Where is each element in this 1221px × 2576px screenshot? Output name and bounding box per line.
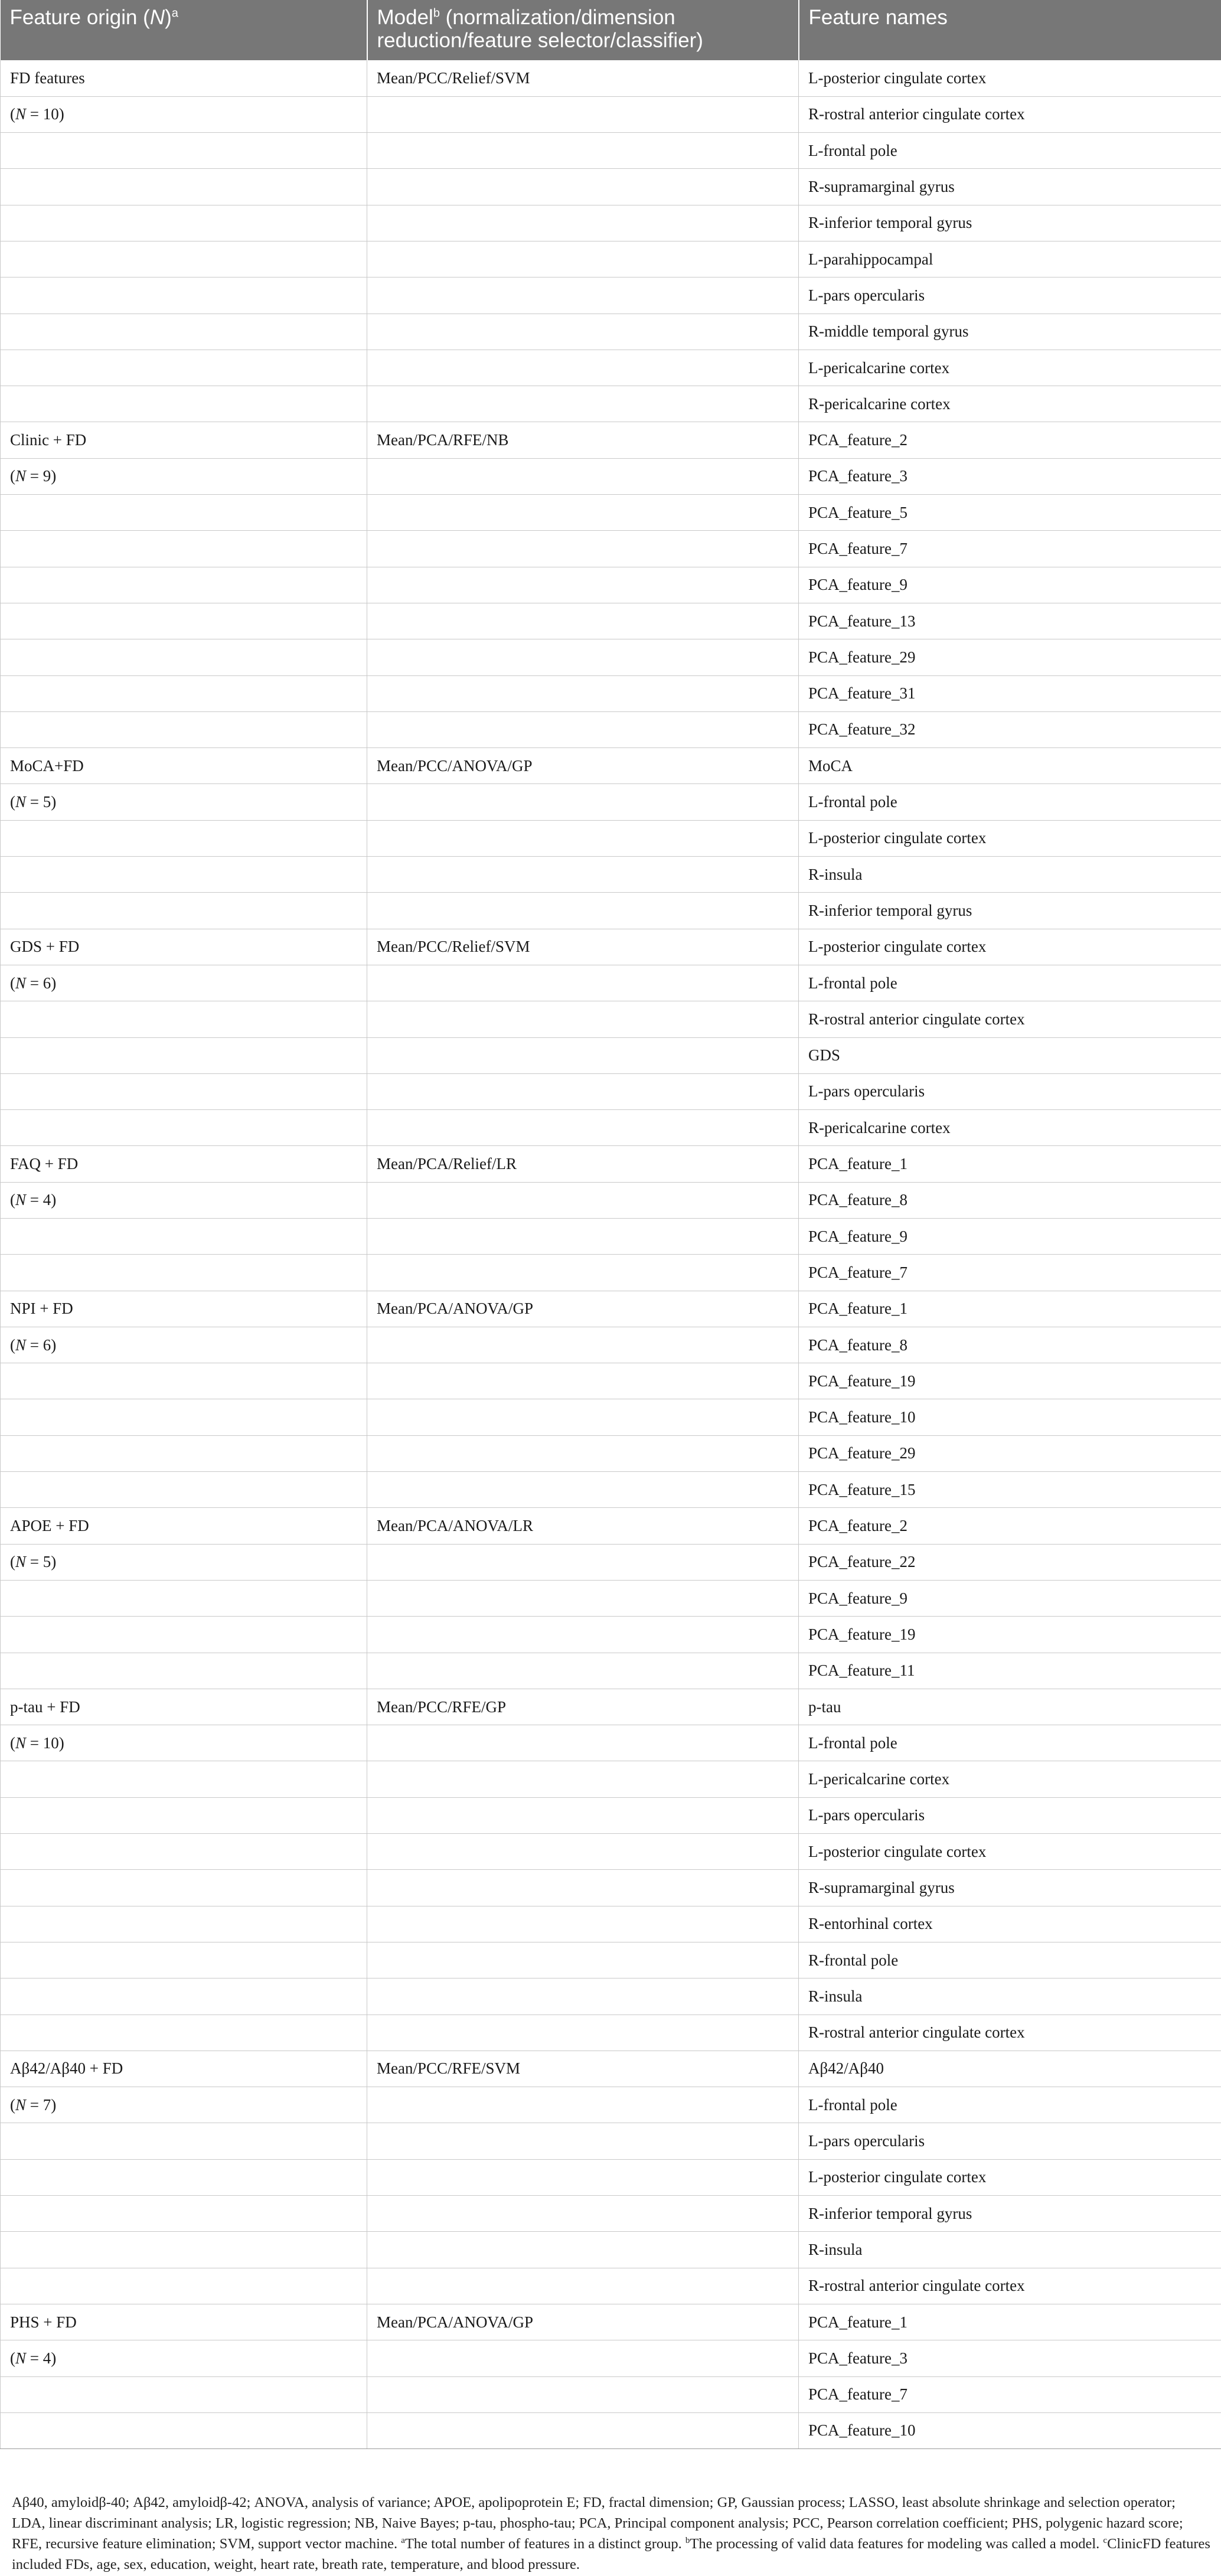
table-header <box>1 0 1221 60</box>
empty-cell <box>1 820 367 856</box>
table-row <box>1 1508 1221 1544</box>
empty-cell <box>1 1472 367 1508</box>
empty-cell <box>367 386 799 422</box>
feature-name-cell: L-posterior cingulate cortex <box>799 60 1221 96</box>
empty-cell <box>367 133 799 169</box>
empty-cell <box>367 2196 799 2232</box>
empty-cell <box>1 2268 367 2304</box>
empty-cell <box>367 1472 799 1508</box>
table-row <box>1 603 1221 639</box>
feature-name-cell: L-parahippocampal <box>799 241 1221 277</box>
feature-name-cell: L-frontal pole <box>799 965 1221 1001</box>
table-row <box>1 1906 1221 1942</box>
feature-name-cell: PCA_feature_31 <box>799 675 1221 711</box>
feature-count: 4 <box>43 1191 51 1209</box>
table-row <box>1 1291 1221 1327</box>
table-row <box>1 1689 1221 1725</box>
empty-cell <box>1 2232 367 2268</box>
feature-count-cell: (N = 5) <box>1 1544 367 1580</box>
empty-cell <box>367 2232 799 2268</box>
table-row <box>1 1001 1221 1037</box>
feature-name-cell: R-frontal pole <box>799 1942 1221 1978</box>
feature-name-cell: PCA_feature_22 <box>799 1544 1221 1580</box>
feature-name-cell: PCA_feature_32 <box>799 711 1221 747</box>
feature-name-cell: L-pars opercularis <box>799 1797 1221 1833</box>
empty-cell <box>367 965 799 1001</box>
feature-origin-cell: Clinic + FD <box>1 422 367 458</box>
empty-cell <box>367 1435 799 1471</box>
feature-name-cell: L-posterior cingulate cortex <box>799 1834 1221 1870</box>
table-row <box>1 1363 1221 1399</box>
table-row <box>1 2159 1221 2195</box>
empty-cell <box>1 2123 367 2159</box>
table-row <box>1 350 1221 386</box>
feature-name-cell: GDS <box>799 1037 1221 1073</box>
empty-cell <box>367 314 799 350</box>
empty-cell <box>367 1617 799 1653</box>
feature-count-cell: (N = 5) <box>1 784 367 820</box>
model-cell: Mean/PCA/Relief/LR <box>367 1146 799 1182</box>
feature-origin-cell: FAQ + FD <box>1 1146 367 1182</box>
empty-cell <box>367 1544 799 1580</box>
table-row <box>1 1182 1221 1218</box>
feature-name-cell: PCA_feature_1 <box>799 2304 1221 2340</box>
empty-cell <box>367 1073 799 1109</box>
feature-name-cell: L-frontal pole <box>799 1725 1221 1761</box>
table-row <box>1 820 1221 856</box>
empty-cell <box>367 205 799 241</box>
feature-name-cell: R-rostral anterior cingulate cortex <box>799 1001 1221 1037</box>
empty-cell <box>1 1363 367 1399</box>
feature-name-cell: PCA_feature_7 <box>799 531 1221 567</box>
table-row <box>1 2232 1221 2268</box>
table-row <box>1 857 1221 893</box>
table-row <box>1 1255 1221 1291</box>
feature-name-cell: L-posterior cingulate cortex <box>799 2159 1221 2195</box>
feature-name-cell: PCA_feature_2 <box>799 1508 1221 1544</box>
feature-name-cell: PCA_feature_2 <box>799 422 1221 458</box>
feature-name-cell: MoCA <box>799 748 1221 784</box>
feature-count: 4 <box>43 2349 51 2367</box>
model-cell: Mean/PCC/RFE/SVM <box>367 2051 799 2087</box>
empty-cell <box>367 893 799 929</box>
feature-name-cell: PCA_feature_9 <box>799 1219 1221 1255</box>
empty-cell <box>367 2087 799 2123</box>
empty-cell <box>1 1617 367 1653</box>
feature-name-cell: R-insula <box>799 2232 1221 2268</box>
feature-name-cell: PCA_feature_7 <box>799 2376 1221 2412</box>
feature-name-cell: PCA_feature_1 <box>799 1146 1221 1182</box>
table-row <box>1 1110 1221 1146</box>
table-row <box>1 2268 1221 2304</box>
feature-name-cell: R-supramarginal gyrus <box>799 169 1221 205</box>
empty-cell <box>367 2340 799 2376</box>
table-row <box>1 1435 1221 1471</box>
table-row <box>1 169 1221 205</box>
feature-name-cell: PCA_feature_11 <box>799 1653 1221 1689</box>
empty-cell <box>1 1399 367 1435</box>
feature-origin-cell: p-tau + FD <box>1 1689 367 1725</box>
feature-count: 10 <box>43 105 59 123</box>
feature-name-cell: R-rostral anterior cingulate cortex <box>799 96 1221 132</box>
empty-cell <box>1 2159 367 2195</box>
feature-count-cell: (N = 6) <box>1 965 367 1001</box>
table-body <box>1 60 1221 2449</box>
table-row <box>1 567 1221 603</box>
feature-name-cell: L-frontal pole <box>799 133 1221 169</box>
feature-count: 6 <box>43 1336 51 1354</box>
feature-name-cell: R-insula <box>799 1978 1221 2015</box>
feature-name-cell: L-pericalcarine cortex <box>799 1761 1221 1797</box>
table-row <box>1 1219 1221 1255</box>
feature-name-cell: R-pericalcarine cortex <box>799 386 1221 422</box>
feature-name-cell: PCA_feature_3 <box>799 458 1221 494</box>
empty-cell <box>1 2196 367 2232</box>
empty-cell <box>367 711 799 747</box>
empty-cell <box>1 639 367 675</box>
feature-name-cell: PCA_feature_13 <box>799 603 1221 639</box>
feature-name-cell: PCA_feature_10 <box>799 1399 1221 1435</box>
empty-cell <box>1 495 367 531</box>
feature-count-cell: (N = 10) <box>1 96 367 132</box>
feature-name-cell: PCA_feature_10 <box>799 2412 1221 2448</box>
feature-name-cell: L-frontal pole <box>799 784 1221 820</box>
feature-name-cell: R-pericalcarine cortex <box>799 1110 1221 1146</box>
feature-name-cell: PCA_feature_9 <box>799 1580 1221 1616</box>
feature-origin-cell: GDS + FD <box>1 929 367 965</box>
feature-name-cell: L-pars opercularis <box>799 1073 1221 1109</box>
model-cell: Mean/PCC/RFE/GP <box>367 1689 799 1725</box>
empty-cell <box>1 603 367 639</box>
feature-name-cell: PCA_feature_15 <box>799 1472 1221 1508</box>
empty-cell <box>367 2159 799 2195</box>
feature-count: 9 <box>43 467 51 485</box>
empty-cell <box>367 2376 799 2412</box>
empty-cell <box>367 1580 799 1616</box>
empty-cell <box>367 1182 799 1218</box>
empty-cell <box>1 277 367 314</box>
feature-origin-cell: FD features <box>1 60 367 96</box>
feature-name-cell: L-pars opercularis <box>799 2123 1221 2159</box>
empty-cell <box>1 567 367 603</box>
table-row <box>1 60 1221 96</box>
feature-name-cell: Aβ42/Aβ40 <box>799 2051 1221 2087</box>
table-row <box>1 495 1221 531</box>
table-row <box>1 1725 1221 1761</box>
empty-cell <box>1 386 367 422</box>
empty-cell <box>367 1110 799 1146</box>
feature-count-cell: (N = 4) <box>1 1182 367 1218</box>
empty-cell <box>1 893 367 929</box>
feature-origin-cell: NPI + FD <box>1 1291 367 1327</box>
table-row <box>1 1146 1221 1182</box>
feature-name-cell: PCA_feature_7 <box>799 1255 1221 1291</box>
empty-cell <box>1 675 367 711</box>
empty-cell <box>1 1580 367 1616</box>
empty-cell <box>1 133 367 169</box>
empty-cell <box>367 1978 799 2015</box>
empty-cell <box>1 1110 367 1146</box>
table-row <box>1 929 1221 965</box>
empty-cell <box>1 314 367 350</box>
feature-name-cell: L-frontal pole <box>799 2087 1221 2123</box>
empty-cell <box>367 350 799 386</box>
feature-name-cell: R-inferior temporal gyrus <box>799 2196 1221 2232</box>
empty-cell <box>1 1653 367 1689</box>
empty-cell <box>367 639 799 675</box>
empty-cell <box>1 1942 367 1978</box>
table-row <box>1 1617 1221 1653</box>
feature-name-cell: R-insula <box>799 857 1221 893</box>
empty-cell <box>367 1037 799 1073</box>
table-row <box>1 2340 1221 2376</box>
empty-cell <box>367 241 799 277</box>
feature-name-cell: R-supramarginal gyrus <box>799 1870 1221 1906</box>
table-row <box>1 1761 1221 1797</box>
feature-name-cell: p-tau <box>799 1689 1221 1725</box>
table-row <box>1 1942 1221 1978</box>
feature-name-cell: R-inferior temporal gyrus <box>799 893 1221 929</box>
empty-cell <box>367 1942 799 1978</box>
empty-cell <box>367 1399 799 1435</box>
empty-cell <box>367 1870 799 1906</box>
feature-count-cell: (N = 7) <box>1 2087 367 2123</box>
empty-cell <box>1 2376 367 2412</box>
table-row <box>1 893 1221 929</box>
empty-cell <box>367 96 799 132</box>
empty-cell <box>367 169 799 205</box>
table-row <box>1 1653 1221 1689</box>
empty-cell <box>367 2015 799 2051</box>
table-row <box>1 1978 1221 2015</box>
feature-name-cell: PCA_feature_29 <box>799 1435 1221 1471</box>
empty-cell <box>367 1834 799 1870</box>
feature-origin-cell: APOE + FD <box>1 1508 367 1544</box>
model-cell: Mean/PCC/ANOVA/GP <box>367 748 799 784</box>
empty-cell <box>367 1219 799 1255</box>
empty-cell <box>367 1653 799 1689</box>
empty-cell <box>367 567 799 603</box>
empty-cell <box>367 1761 799 1797</box>
table-row <box>1 1073 1221 1109</box>
table-footnote: Aβ40, amyloidβ-40; Aβ42, amyloidβ-42; ANOVA, analysis of variance; APOE, apolipoprotein E; FD, fractal dimension; GP, Gaussian process; LASSO, least absolute shrinkage and selection operator; LDA, linear discriminant analysis; LR, logistic regression; NB, Naive Bayes; p-tau, phospho-tau; PCA, Principal component analysis; PCC, Pearson correlation coefficient; PHS, polygenic hazard score; RFE, recursive feature elimination; SVM, support vector machine. $^a$The total number of features in a distinct group. $^b$The processing of valid data features for modeling was called a model. $^c$ClinicFD features included FDs, age, sex, education, weight, heart rate, breath rate, temperature, and blood pressure. <box>12 2495 1210 2572</box>
feature-name-cell: PCA_feature_19 <box>799 1363 1221 1399</box>
table-row <box>1 277 1221 314</box>
empty-cell <box>367 1001 799 1037</box>
model-cell: Mean/PCA/RFE/NB <box>367 422 799 458</box>
feature-name-cell: PCA_feature_1 <box>799 1291 1221 1327</box>
empty-cell <box>367 2268 799 2304</box>
empty-cell <box>367 857 799 893</box>
table-row <box>1 1834 1221 1870</box>
table-row <box>1 1472 1221 1508</box>
empty-cell <box>1 1978 367 2015</box>
empty-cell <box>1 1219 367 1255</box>
table-row <box>1 2015 1221 2051</box>
empty-cell <box>367 1725 799 1761</box>
table-row <box>1 2051 1221 2087</box>
table-row <box>1 386 1221 422</box>
feature-name-cell: PCA_feature_5 <box>799 495 1221 531</box>
header-feature-origin: Feature origin $(N)^a$ <box>1 0 367 60</box>
empty-cell <box>1 2015 367 2051</box>
table-row <box>1 1544 1221 1580</box>
table-row <box>1 422 1221 458</box>
feature-name-cell: R-rostral anterior cingulate cortex <box>799 2268 1221 2304</box>
footnote-c: ClinicFD features included FDs, age, sex, education, weight, heart rate, breath rate, temperature, and blood pressure. <box>12 2536 1210 2572</box>
empty-cell <box>1 1073 367 1109</box>
empty-cell <box>1 241 367 277</box>
model-cell: Mean/PCA/ANOVA/GP <box>367 2304 799 2340</box>
feature-name-cell: R-rostral anterior cingulate cortex <box>799 2015 1221 2051</box>
table-row <box>1 531 1221 567</box>
feature-name-cell: PCA_feature_8 <box>799 1182 1221 1218</box>
feature-name-cell: L-posterior cingulate cortex <box>799 929 1221 965</box>
footnote-a: The total number of features in a distinct group. <box>404 2536 685 2552</box>
table-row <box>1 2123 1221 2159</box>
feature-count-cell: (N = 9) <box>1 458 367 494</box>
feature-count: 5 <box>43 1553 51 1571</box>
footnote-b: The processing of valid data features for modeling was called a model. <box>690 2536 1104 2552</box>
empty-cell <box>367 1327 799 1363</box>
table-row <box>1 2412 1221 2448</box>
table-row <box>1 314 1221 350</box>
empty-cell <box>367 820 799 856</box>
empty-cell <box>1 169 367 205</box>
empty-cell <box>1 1761 367 1797</box>
empty-cell <box>367 277 799 314</box>
table-row <box>1 748 1221 784</box>
feature-name-cell: L-posterior cingulate cortex <box>799 820 1221 856</box>
feature-count-cell: (N = 6) <box>1 1327 367 1363</box>
empty-cell <box>1 1255 367 1291</box>
feature-name-cell: PCA_feature_29 <box>799 639 1221 675</box>
empty-cell <box>367 784 799 820</box>
feature-name-cell: PCA_feature_8 <box>799 1327 1221 1363</box>
table-row <box>1 241 1221 277</box>
table-row <box>1 2087 1221 2123</box>
empty-cell <box>1 1870 367 1906</box>
table-row <box>1 458 1221 494</box>
table-row <box>1 1797 1221 1833</box>
feature-name-cell: PCA_feature_9 <box>799 567 1221 603</box>
table-row <box>1 1327 1221 1363</box>
empty-cell <box>367 2412 799 2448</box>
empty-cell <box>367 603 799 639</box>
model-cell: Mean/PCA/ANOVA/GP <box>367 1291 799 1327</box>
empty-cell <box>1 1001 367 1037</box>
feature-name-cell: L-pericalcarine cortex <box>799 350 1221 386</box>
feature-name-cell: L-pars opercularis <box>799 277 1221 314</box>
empty-cell <box>367 1906 799 1942</box>
table-row <box>1 675 1221 711</box>
feature-count: 10 <box>43 1733 59 1752</box>
model-cell: Mean/PCA/ANOVA/LR <box>367 1508 799 1544</box>
table-row <box>1 2376 1221 2412</box>
header-feature-names: Feature names <box>799 0 1221 60</box>
empty-cell <box>1 1435 367 1471</box>
empty-cell <box>1 711 367 747</box>
empty-cell <box>367 531 799 567</box>
empty-cell <box>367 1255 799 1291</box>
empty-cell <box>367 675 799 711</box>
feature-name-cell: R-entorhinal cortex <box>799 1906 1221 1942</box>
feature-count: 5 <box>43 793 51 811</box>
empty-cell <box>367 1363 799 1399</box>
feature-origin-cell: MoCA+FD <box>1 748 367 784</box>
feature-count-cell: (N = 4) <box>1 2340 367 2376</box>
model-cell: Mean/PCC/Relief/SVM <box>367 929 799 965</box>
table-row <box>1 2304 1221 2340</box>
empty-cell <box>367 458 799 494</box>
empty-cell <box>1 2412 367 2448</box>
table-row <box>1 133 1221 169</box>
table-row <box>1 639 1221 675</box>
table-row <box>1 1037 1221 1073</box>
table-row <box>1 1870 1221 1906</box>
empty-cell <box>367 495 799 531</box>
feature-name-cell: R-middle temporal gyrus <box>799 314 1221 350</box>
feature-origin-cell: Aβ42/Aβ40 + FD <box>1 2051 367 2087</box>
feature-count: 6 <box>43 974 51 992</box>
feature-name-cell: PCA_feature_3 <box>799 2340 1221 2376</box>
table-row <box>1 205 1221 241</box>
table-row <box>1 711 1221 747</box>
empty-cell <box>1 1906 367 1942</box>
table-row <box>1 965 1221 1001</box>
table-row <box>1 784 1221 820</box>
empty-cell <box>1 1797 367 1833</box>
table-row <box>1 1580 1221 1616</box>
header-model: Model$^b$ (normalization/dimension reduction/feature selector/classifier) <box>367 0 799 60</box>
feature-count-cell: (N = 10) <box>1 1725 367 1761</box>
feature-name-cell: PCA_feature_19 <box>799 1617 1221 1653</box>
feature-origin-cell: PHS + FD <box>1 2304 367 2340</box>
table-row <box>1 96 1221 132</box>
empty-cell <box>367 2123 799 2159</box>
table-row <box>1 2196 1221 2232</box>
table-row <box>1 1399 1221 1435</box>
empty-cell <box>1 1834 367 1870</box>
feature-name-cell: R-inferior temporal gyrus <box>799 205 1221 241</box>
model-cell: Mean/PCC/Relief/SVM <box>367 60 799 96</box>
empty-cell <box>1 350 367 386</box>
footnote-abbreviations: Aβ40, amyloidβ-40; Aβ42, amyloidβ-42; ANOVA, analysis of variance; APOE, apolipoprotein E; FD, fractal dimension; GP, Gaussian process; LASSO, least absolute shrinkage and selection operator; LDA, linear discriminant analysis; LR, logistic regression; NB, Naive Bayes; p-tau, phospho-tau; PCA, Principal component analysis; PCC, Pearson correlation coefficient; PHS, polygenic hazard score; RFE, recursive feature elimination; SVM, support vector machine. <box>12 2495 1183 2552</box>
empty-cell <box>1 205 367 241</box>
empty-cell <box>1 1037 367 1073</box>
empty-cell <box>1 857 367 893</box>
empty-cell <box>1 531 367 567</box>
feature-count: 7 <box>43 2095 51 2114</box>
empty-cell <box>367 1797 799 1833</box>
